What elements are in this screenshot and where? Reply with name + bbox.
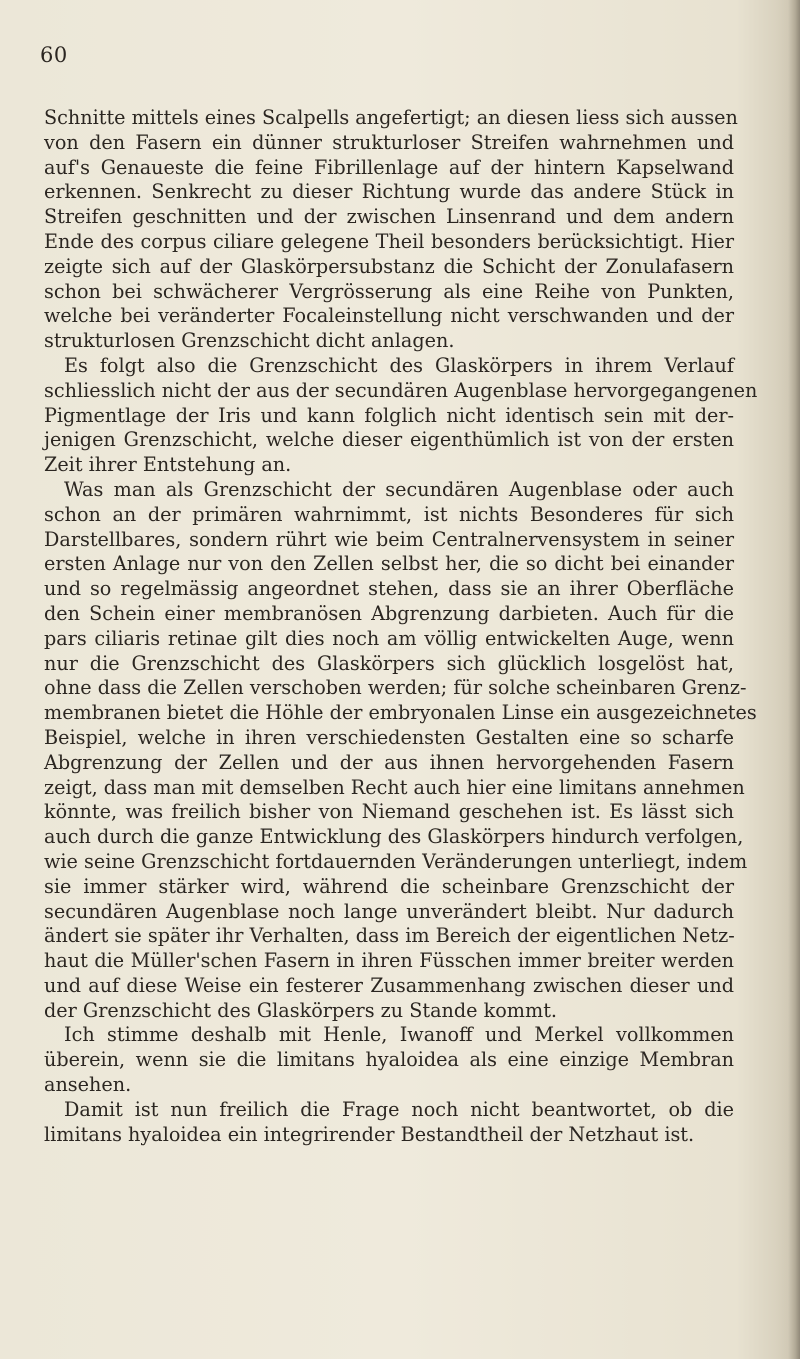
text-line: der Grenzschicht des Glaskörpers zu Stande kommt.: [44, 998, 558, 1022]
text-line: haut die Müller'schen Fasern in ihren Füsschen immer breiter werden: [44, 949, 734, 973]
text-line: Abgrenzung der Zellen und der aus ihnen hervorgehenden Fasern: [44, 750, 734, 774]
text-line: könnte, was freilich bisher von Niemand geschehen ist. Es lässt sich: [44, 800, 734, 824]
text-line: auf's Genaueste die feine Fibrillenlage auf der hintern Kapselwand: [44, 155, 734, 179]
text-line: überein, wenn sie die limitans hyaloidea als eine einzige Membran: [44, 1048, 734, 1072]
text-line: zeigt, dass man mit demselben Recht auch hier eine limitans annehmen: [44, 775, 745, 799]
text-line: Schnitte mittels eines Scalpells angefertigt; an diesen liess sich aussen: [44, 106, 738, 129]
text-line: ohne dass die Zellen verschoben werden; für solche scheinbaren Grenz-: [44, 676, 747, 700]
text-line: pars ciliaris retinae gilt dies noch am völlig entwickelten Auge, wenn: [44, 626, 734, 650]
text-line: jenigen Grenzschicht, welche dieser eigenthümlich ist von der ersten: [44, 428, 734, 452]
text-line: Was man als Grenzschicht der secundären Augenblase oder auch: [64, 477, 734, 501]
page-number: 60: [40, 43, 68, 67]
text-line: erkennen. Senkrecht zu dieser Richtung wurde das andere Stück in: [44, 180, 734, 204]
text-line: ansehen.: [44, 1073, 132, 1097]
text-line: schon bei schwächerer Vergrösserung als eine Reihe von Punkten,: [44, 279, 734, 303]
text-line: strukturlosen Grenzschicht dicht anlagen.: [44, 329, 455, 353]
body-text: [44, 106, 758, 1147]
text-line: limitans hyaloidea ein integrirender Bestandtheil der Netzhaut ist.: [44, 1122, 695, 1146]
text-line: Es folgt also die Grenzschicht des Glaskörpers in ihrem Verlauf: [64, 353, 734, 377]
text-line: Ende des corpus ciliare gelegene Theil besonders berücksichtigt. Hier: [44, 229, 734, 253]
text-line: Ich stimme deshalb mit Henle, Iwanoff und Merkel vollkommen: [64, 1023, 734, 1047]
text-line: und so regelmässig angeordnet stehen, dass sie an ihrer Oberfläche: [44, 577, 734, 601]
text-line: schon an der primären wahrnimmt, ist nichts Besonderes für sich: [44, 502, 734, 526]
text-line: nur die Grenzschicht des Glaskörpers sich glücklich losgelöst hat,: [44, 651, 734, 675]
text-line: welche bei veränderter Focaleinstellung nicht verschwanden und der: [44, 304, 734, 328]
text-line: wie seine Grenzschicht fortdauernden Veränderungen unterliegt, indem: [44, 849, 748, 873]
text-line: Darstellbares, sondern rührt wie beim Centralnervensystem in seiner: [44, 527, 734, 551]
text-line: schliesslich nicht der aus der secundären Augenblase hervorgegangenen: [44, 378, 758, 402]
text-line: sie immer stärker wird, während die scheinbare Grenzschicht der: [44, 874, 734, 898]
text-line: Damit ist nun freilich die Frage noch nicht beantwortet, ob die: [64, 1097, 734, 1121]
text-line: zeigte sich auf der Glaskörpersubstanz die Schicht der Zonulafasern: [44, 254, 734, 278]
text-line: Zeit ihrer Entstehung an.: [44, 453, 292, 477]
text-line: Streifen geschnitten und der zwischen Linsenrand und dem andern: [44, 205, 734, 229]
text-line: Beispiel, welche in ihren verschiedensten Gestalten eine so scharfe: [44, 725, 734, 749]
text-line: den Schein einer membranösen Abgrenzung darbieten. Auch für die: [44, 601, 734, 625]
text-line: auch durch die ganze Entwicklung des Glaskörpers hindurch verfolgen,: [44, 825, 744, 849]
text-line: ersten Anlage nur von den Zellen selbst her, die so dicht bei einander: [44, 552, 734, 576]
text-line: Pigmentlage der Iris und kann folglich nicht identisch sein mit der-: [44, 403, 734, 427]
text-line: secundären Augenblase noch lange unverändert bleibt. Nur dadurch: [44, 899, 734, 923]
text-line: und auf diese Weise ein festerer Zusammenhang zwischen dieser und: [44, 973, 734, 997]
text-line: von den Fasern ein dünner strukturloser Streifen wahrnehmen und: [44, 130, 734, 154]
text-line: membranen bietet die Höhle der embryonalen Linse ein ausgezeichnetes: [44, 701, 757, 725]
text-line: ändert sie später ihr Verhalten, dass im Bereich der eigentlichen Netz-: [44, 924, 735, 948]
page-edge-shadow: [788, 0, 800, 1359]
